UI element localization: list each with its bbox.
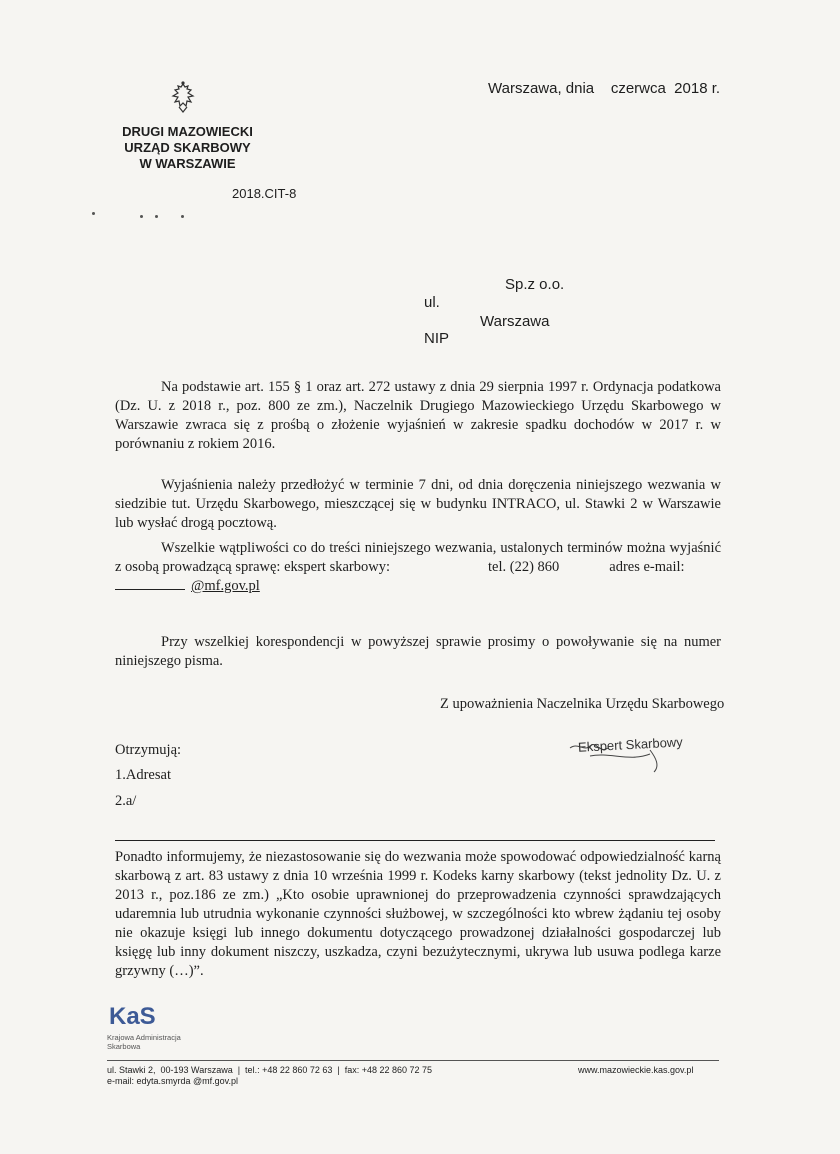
kas-logo-text: KaS xyxy=(109,1003,156,1030)
kas-logo xyxy=(107,998,167,1032)
signature-title: Ekspert Skarbowy xyxy=(577,734,684,755)
contact-email-label: adres e-mail: xyxy=(609,559,685,575)
scan-speck xyxy=(181,215,184,218)
office-name-line: W WARSZAWIE xyxy=(139,156,236,171)
footer-address: ul. Stawki 2, 00-193 Warszawa | tel.: +48 22 860 72 63 | fax: +48 22 860 72 75 xyxy=(107,1065,433,1075)
contact-intro: Wszelkie wątpliwości co do treści niniejszego wezwania, ustalonych terminów można wyjaśnić z osobą prowadzącą sprawę: ekspert skarbowy: xyxy=(115,540,721,575)
legal-notice: Ponadto informujemy, że niezastosowanie się do wezwania może spowodować odpowiedzialność karną skarbową z art. 83 ustawy z dnia 10 września 1999 r. Kodeks karny skarbowy (tekst jednolity Dz. U. z 2013 r., poz.186 ze zm.) „Kto osobie uprawnionej do przeprowadzenia czynności sprawdzających udaremnia lub utrudnia wykonanie czynności służbowej, w szczególności kto wbrew żądaniu tej osoby nie okazuje księgi lub innego dokumentu dotyczącego prowadzonej działalności gospodarczej lub księgę lub inny dokument niszczy, uszkadza, czyni bezużytecznymi, ukrywa lub usuwa podlega karze grzywny (…)”. xyxy=(115,849,721,979)
office-name-line: URZĄD SKARBOWY xyxy=(124,140,251,155)
signature-authority: Z upoważnienia Naczelnika Urzędu Skarbowego xyxy=(440,696,725,712)
scan-speck xyxy=(92,212,95,215)
recipients-item: 1.Adresat xyxy=(115,767,171,783)
recipient-company: Sp.z o.o. xyxy=(505,276,565,293)
scan-speck xyxy=(155,215,158,218)
contact-email[interactable]: @mf.gov.pl xyxy=(191,578,260,594)
recipient-nip: NIP xyxy=(424,330,450,347)
divider xyxy=(115,840,715,841)
recipients-item: 2.a/ xyxy=(115,793,137,809)
office-name-line: DRUGI MAZOWIECKI xyxy=(122,124,253,139)
recipient-street: ul. xyxy=(424,294,440,311)
issuing-office xyxy=(100,124,275,172)
contact-paragraph xyxy=(115,539,721,596)
polish-eagle-icon xyxy=(168,80,198,116)
body-paragraph: Wyjaśnienia należy przedłożyć w terminie 7 dni, od dnia doręczenia niniejszego wezwania w siedzibie tut. Urzędu Skarbowego, mieszczącej się w budynku INTRACO, ul. Stawki 2 w Warszawie lub wysłać drogą pocztową. xyxy=(115,477,721,531)
kas-caption-line: Skarbowa xyxy=(107,1042,141,1051)
case-number: 2018.CIT-8 xyxy=(232,186,297,201)
recipients-title: Otrzymują: xyxy=(115,742,182,758)
contact-phone: tel. (22) 860 xyxy=(488,559,560,575)
footer-email[interactable]: e-mail: edyta.smyrda @mf.gov.pl xyxy=(107,1076,239,1086)
kas-caption-line: Krajowa Administracja xyxy=(107,1033,181,1042)
scan-speck xyxy=(140,215,143,218)
document-date: Warszawa, dnia czerwca 2018 r. xyxy=(488,80,721,97)
recipient-city: Warszawa xyxy=(480,313,550,330)
footer-divider xyxy=(107,1060,719,1061)
body-paragraph: Na podstawie art. 155 § 1 oraz art. 272 ustawy z dnia 29 sierpnia 1997 r. Ordynacja podatkowa (Dz. U. z 2018 r., poz. 800 ze zm.), Naczelnik Drugiego Mazowieckiego Urzędu Skarbowego w Warszawie zwraca się z prośbą o złożenie wyjaśnień w zakresie spadku dochodów w 2017 r. w porównaniu z rokiem 2016. xyxy=(115,379,721,452)
kas-caption xyxy=(107,1033,197,1051)
body-paragraph: Przy wszelkiej korespondencji w powyższej sprawie prosimy o powoływanie się na numer niniejszego pisma. xyxy=(115,634,721,669)
footer-website[interactable]: www.mazowieckie.kas.gov.pl xyxy=(578,1065,694,1075)
